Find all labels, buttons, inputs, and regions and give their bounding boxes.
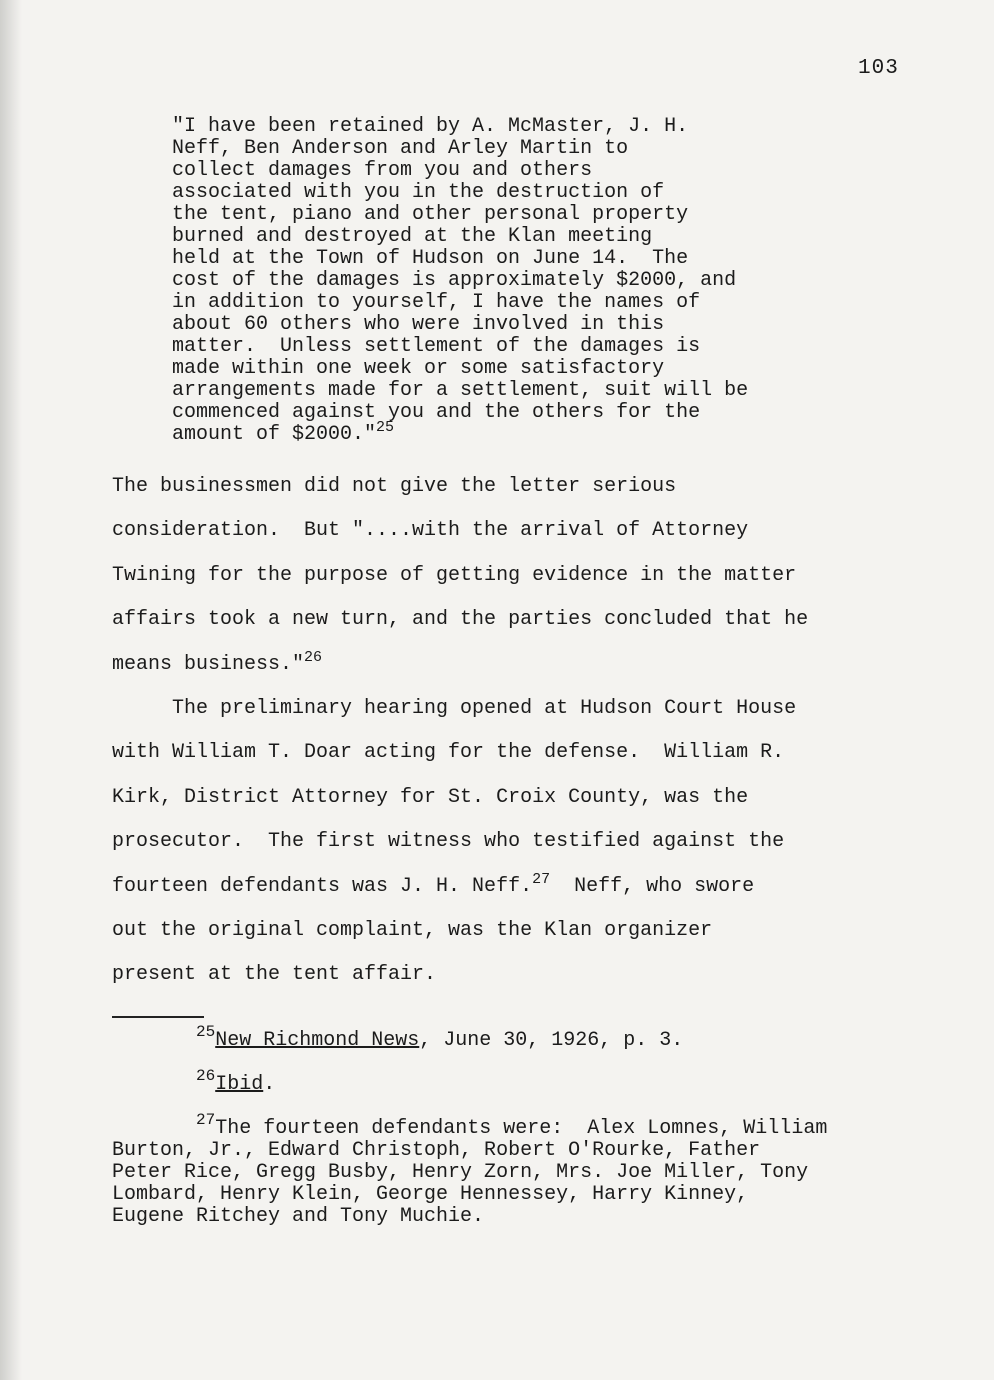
footnotes <box>112 1023 892 1228</box>
quote-line: the tent, piano and other personal property <box>172 203 689 226</box>
footnote-26 <box>112 1067 276 1096</box>
body-text <box>112 465 892 998</box>
paragraph-line: The preliminary hearing opened at Hudson Court House <box>112 697 797 721</box>
quote-line: held at the Town of Hudson on June 14. The <box>172 247 689 270</box>
quote-line: arrangements made for a settlement, suit will be <box>172 379 749 402</box>
footnote-number: 26 <box>196 1067 216 1085</box>
quote-line: commenced against you and the others for the <box>172 401 701 424</box>
quote-line: cost of the damages is approximately $2000, and <box>172 269 737 292</box>
footnote-ref-26: 26 <box>304 648 323 666</box>
paragraph-line: Twining for the purpose of getting evidence in the matter <box>112 563 797 587</box>
quote-line: "I have been retained by A. McMaster, J. H. <box>172 115 689 138</box>
footnote-number: 25 <box>196 1023 216 1041</box>
footnote-text: Burton, Jr., Edward Christoph, Robert O'Rourke, Father <box>112 1139 761 1162</box>
page-edge-shadow <box>0 0 22 1380</box>
footnote-title: New Richmond News <box>215 1029 420 1052</box>
footnote-text: Lombard, Henry Klein, George Hennessey, Harry Kinney, <box>112 1183 749 1206</box>
paragraph-line: out the original complaint, was the Klan organizer <box>112 919 713 943</box>
footnote-text: , June 30, 1926, p. 3. <box>419 1029 684 1052</box>
footnote-text: Peter Rice, Gregg Busby, Henry Zorn, Mrs. Joe Miller, Tony <box>112 1161 809 1184</box>
footnote-title: Ibid <box>215 1073 264 1096</box>
quote-line: burned and destroyed at the Klan meeting <box>172 225 653 248</box>
quote-line: about 60 others who were involved in this <box>172 313 665 336</box>
block-quote <box>172 116 832 446</box>
paragraph-line: means business." <box>112 652 305 676</box>
paragraph-line: present at the tent affair. <box>112 963 437 987</box>
quote-line: amount of $2000." <box>172 423 377 446</box>
paragraph-line: The businessmen did not give the letter serious <box>112 475 677 498</box>
quote-line: collect damages from you and others <box>172 159 593 182</box>
quote-line: associated with you in the destruction of <box>172 181 665 204</box>
footnote-27 <box>112 1111 828 1228</box>
footnote-ref-27: 27 <box>532 870 551 888</box>
paragraph-line: affairs took a new turn, and the parties concluded that he <box>112 608 809 632</box>
paragraph-line: fourteen defendants was J. H. Neff. <box>112 874 533 898</box>
footnote-ref-25: 25 <box>376 419 395 436</box>
quote-line: in addition to yourself, I have the names of <box>172 291 701 314</box>
page-number: 103 <box>858 57 899 80</box>
footnote-number: 27 <box>196 1111 216 1129</box>
footnote-text: . <box>263 1073 276 1096</box>
footnote-divider <box>112 1016 204 1018</box>
quote-line: matter. Unless settlement of the damages is <box>172 335 701 358</box>
paragraph-line: Neff, who swore <box>550 874 755 898</box>
paragraph-line: with William T. Doar acting for the defense. William R. <box>112 741 785 765</box>
paragraph-line: Kirk, District Attorney for St. Croix County, was the <box>112 785 749 809</box>
footnote-text: Eugene Ritchey and Tony Muchie. <box>112 1205 485 1228</box>
paragraph-line: consideration. But "....with the arrival of Attorney <box>112 519 749 543</box>
quote-line: Neff, Ben Anderson and Arley Martin to <box>172 137 629 160</box>
footnote-text: The fourteen defendants were: Alex Lomnes, William <box>215 1117 828 1140</box>
quote-line: made within one week or some satisfactory <box>172 357 665 380</box>
footnote-25 <box>112 1023 684 1052</box>
paragraph-line: prosecutor. The first witness who testified against the <box>112 830 785 854</box>
